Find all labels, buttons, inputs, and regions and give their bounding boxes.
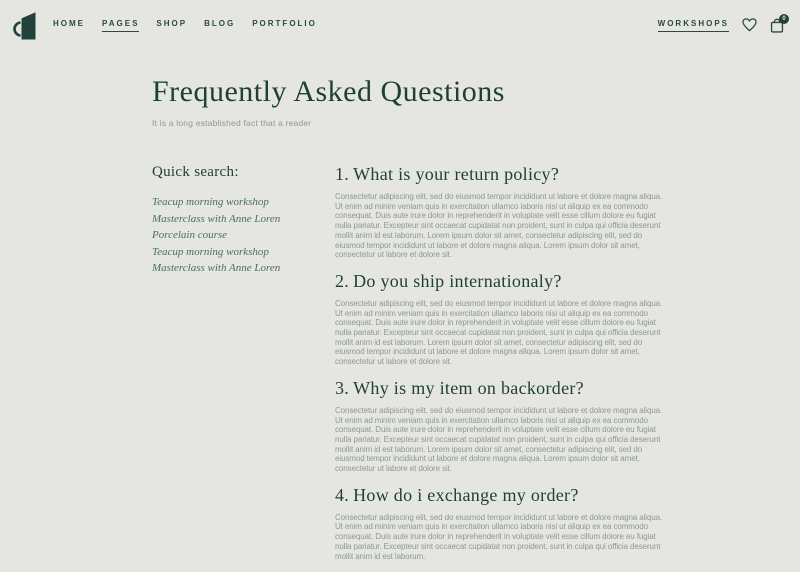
faq-answer: Consectetur adipiscing elit, sed do eiusmod tempor incididunt ut labore et dolore magna aliqua. Ut enim ad minim veniam quis in exercitation ullamco laboris nisi ut aliquip ex ea commodo consequat. Duis aute irure dolor in reprehenderit in voluptate velit esse cillum dolore eu fugiat nulla pariatur. Excepteur sint occaecat cupidatat non proident, sunt in culpa qui officia deserunt mollit anim id est laborum. Lorem ipsum dolor sit amet, consectetur adipiscing elit, sed do eiusmod tempor incididunt ut labore et dolore magna aliqua. Lorem ipsum dolor sit amet, consectetur ut labore et dolore sit. [335, 192, 663, 260]
cart-count-badge: 0 [779, 14, 789, 24]
header [0, 0, 800, 48]
logo-teapot-icon[interactable] [13, 10, 37, 41]
page-title: Frequently Asked Questions [152, 75, 505, 108]
faq-answer: Consectetur adipiscing elit, sed do eiusmod tempor incididunt ut labore et dolore magna aliqua. Ut enim ad minim veniam quis in exercitation ullamco laboris nisi ut aliquip ex ea commodo consequat. Duis aute irure dolor in reprehenderit in voluptate velit esse cillum dolore eu fugiat nulla pariatur. Excepteur sint occaecat cupidatat non proident, sunt in culpa qui officia deserunt mollit anim id est laborum. Lorem ipsum dolor sit amet, consectetur adipiscing elit, sed do eiusmod tempor incididunt ut labore et dolore magna aliqua. Lorem ipsum dolor sit amet, consectetur ut labore et dolore sit. [335, 405, 663, 474]
wishlist-heart-icon[interactable] [742, 18, 757, 32]
main-nav [53, 19, 317, 32]
content-columns [152, 164, 800, 572]
nav-item[interactable]: HOME [53, 18, 85, 28]
faq-question-number: 4. [335, 484, 350, 505]
workshops-link[interactable]: WORKSHOPS [658, 19, 729, 32]
main-content [0, 48, 800, 572]
faq-item [335, 378, 669, 474]
cart-bag-icon[interactable] [770, 15, 786, 33]
faq-answer: Consectetur adipiscing elit, sed do eiusmod tempor incididunt ut labore et dolore magna aliqua. Ut enim ad minim veniam quis in exercitation ullamco laboris nisi ut aliquip ex ea commodo consequat. Duis aute irure dolor in reprehenderit in voluptate velit esse cillum dolore eu fugiat nulla pariatur. Excepteur sint occaecat cupidatat non proident, sunt in culpa qui officia deserunt mollit anim id est laborum. [335, 512, 663, 561]
faq-question-text: What is your return policy? [353, 164, 560, 184]
quick-search-link[interactable]: Teacup morning workshop [152, 196, 269, 208]
nav-item[interactable]: SHOP [156, 18, 188, 28]
quick-search-link[interactable]: Masterclass with Anne Loren [152, 262, 281, 274]
faq-question [335, 271, 669, 292]
nav-item[interactable]: BLOG [204, 18, 236, 28]
faq-question [335, 164, 669, 185]
quick-search-link[interactable]: Masterclass with Anne Loren [152, 212, 281, 225]
faq-question [335, 485, 669, 506]
faq-item [335, 271, 669, 367]
quick-search-links [152, 194, 335, 277]
quick-search-panel [152, 164, 335, 572]
faq-question-number: 2. [335, 270, 350, 291]
faq-question-text: Why is my item on backorder? [353, 377, 584, 398]
page-subtitle: It is a long established fact that a reader [152, 118, 312, 128]
faq-question-number: 1. [335, 164, 350, 184]
faq-question-text: How do i exchange my order? [353, 484, 579, 505]
quick-search-link[interactable]: Teacup morning workshop [152, 245, 269, 258]
faq-question [335, 378, 669, 399]
quick-search-link[interactable]: Porcelain course [152, 229, 228, 241]
nav-item[interactable]: PORTFOLIO [252, 18, 317, 28]
faq-question-number: 3. [335, 377, 350, 398]
faq-list [335, 164, 669, 572]
quick-search-title: Quick search: [152, 164, 239, 180]
faq-answer: Consectetur adipiscing elit, sed do eiusmod tempor incididunt ut labore et dolore magna aliqua. Ut enim ad minim veniam quis in exercitation ullamco laboris nisi ut aliquip ex ea commodo consequat. Duis aute irure dolor in reprehenderit in voluptate velit esse cillum dolore eu fugiat nulla pariatur. Excepteur sint occaecat cupidatat non proident, sunt in culpa qui officia deserunt mollit anim id est laborum. Lorem ipsum dolor sit amet, consectetur adipiscing elit, sed do eiusmod tempor incididunt ut labore et dolore magna aliqua. Lorem ipsum dolor sit amet, consectetur ut labore et dolore sit. [335, 298, 663, 367]
nav-item[interactable]: PAGES [102, 19, 139, 32]
header-actions [657, 15, 786, 33]
faq-question-text: Do you ship internationaly? [353, 270, 562, 291]
faq-item [335, 485, 669, 562]
faq-item [335, 164, 669, 260]
